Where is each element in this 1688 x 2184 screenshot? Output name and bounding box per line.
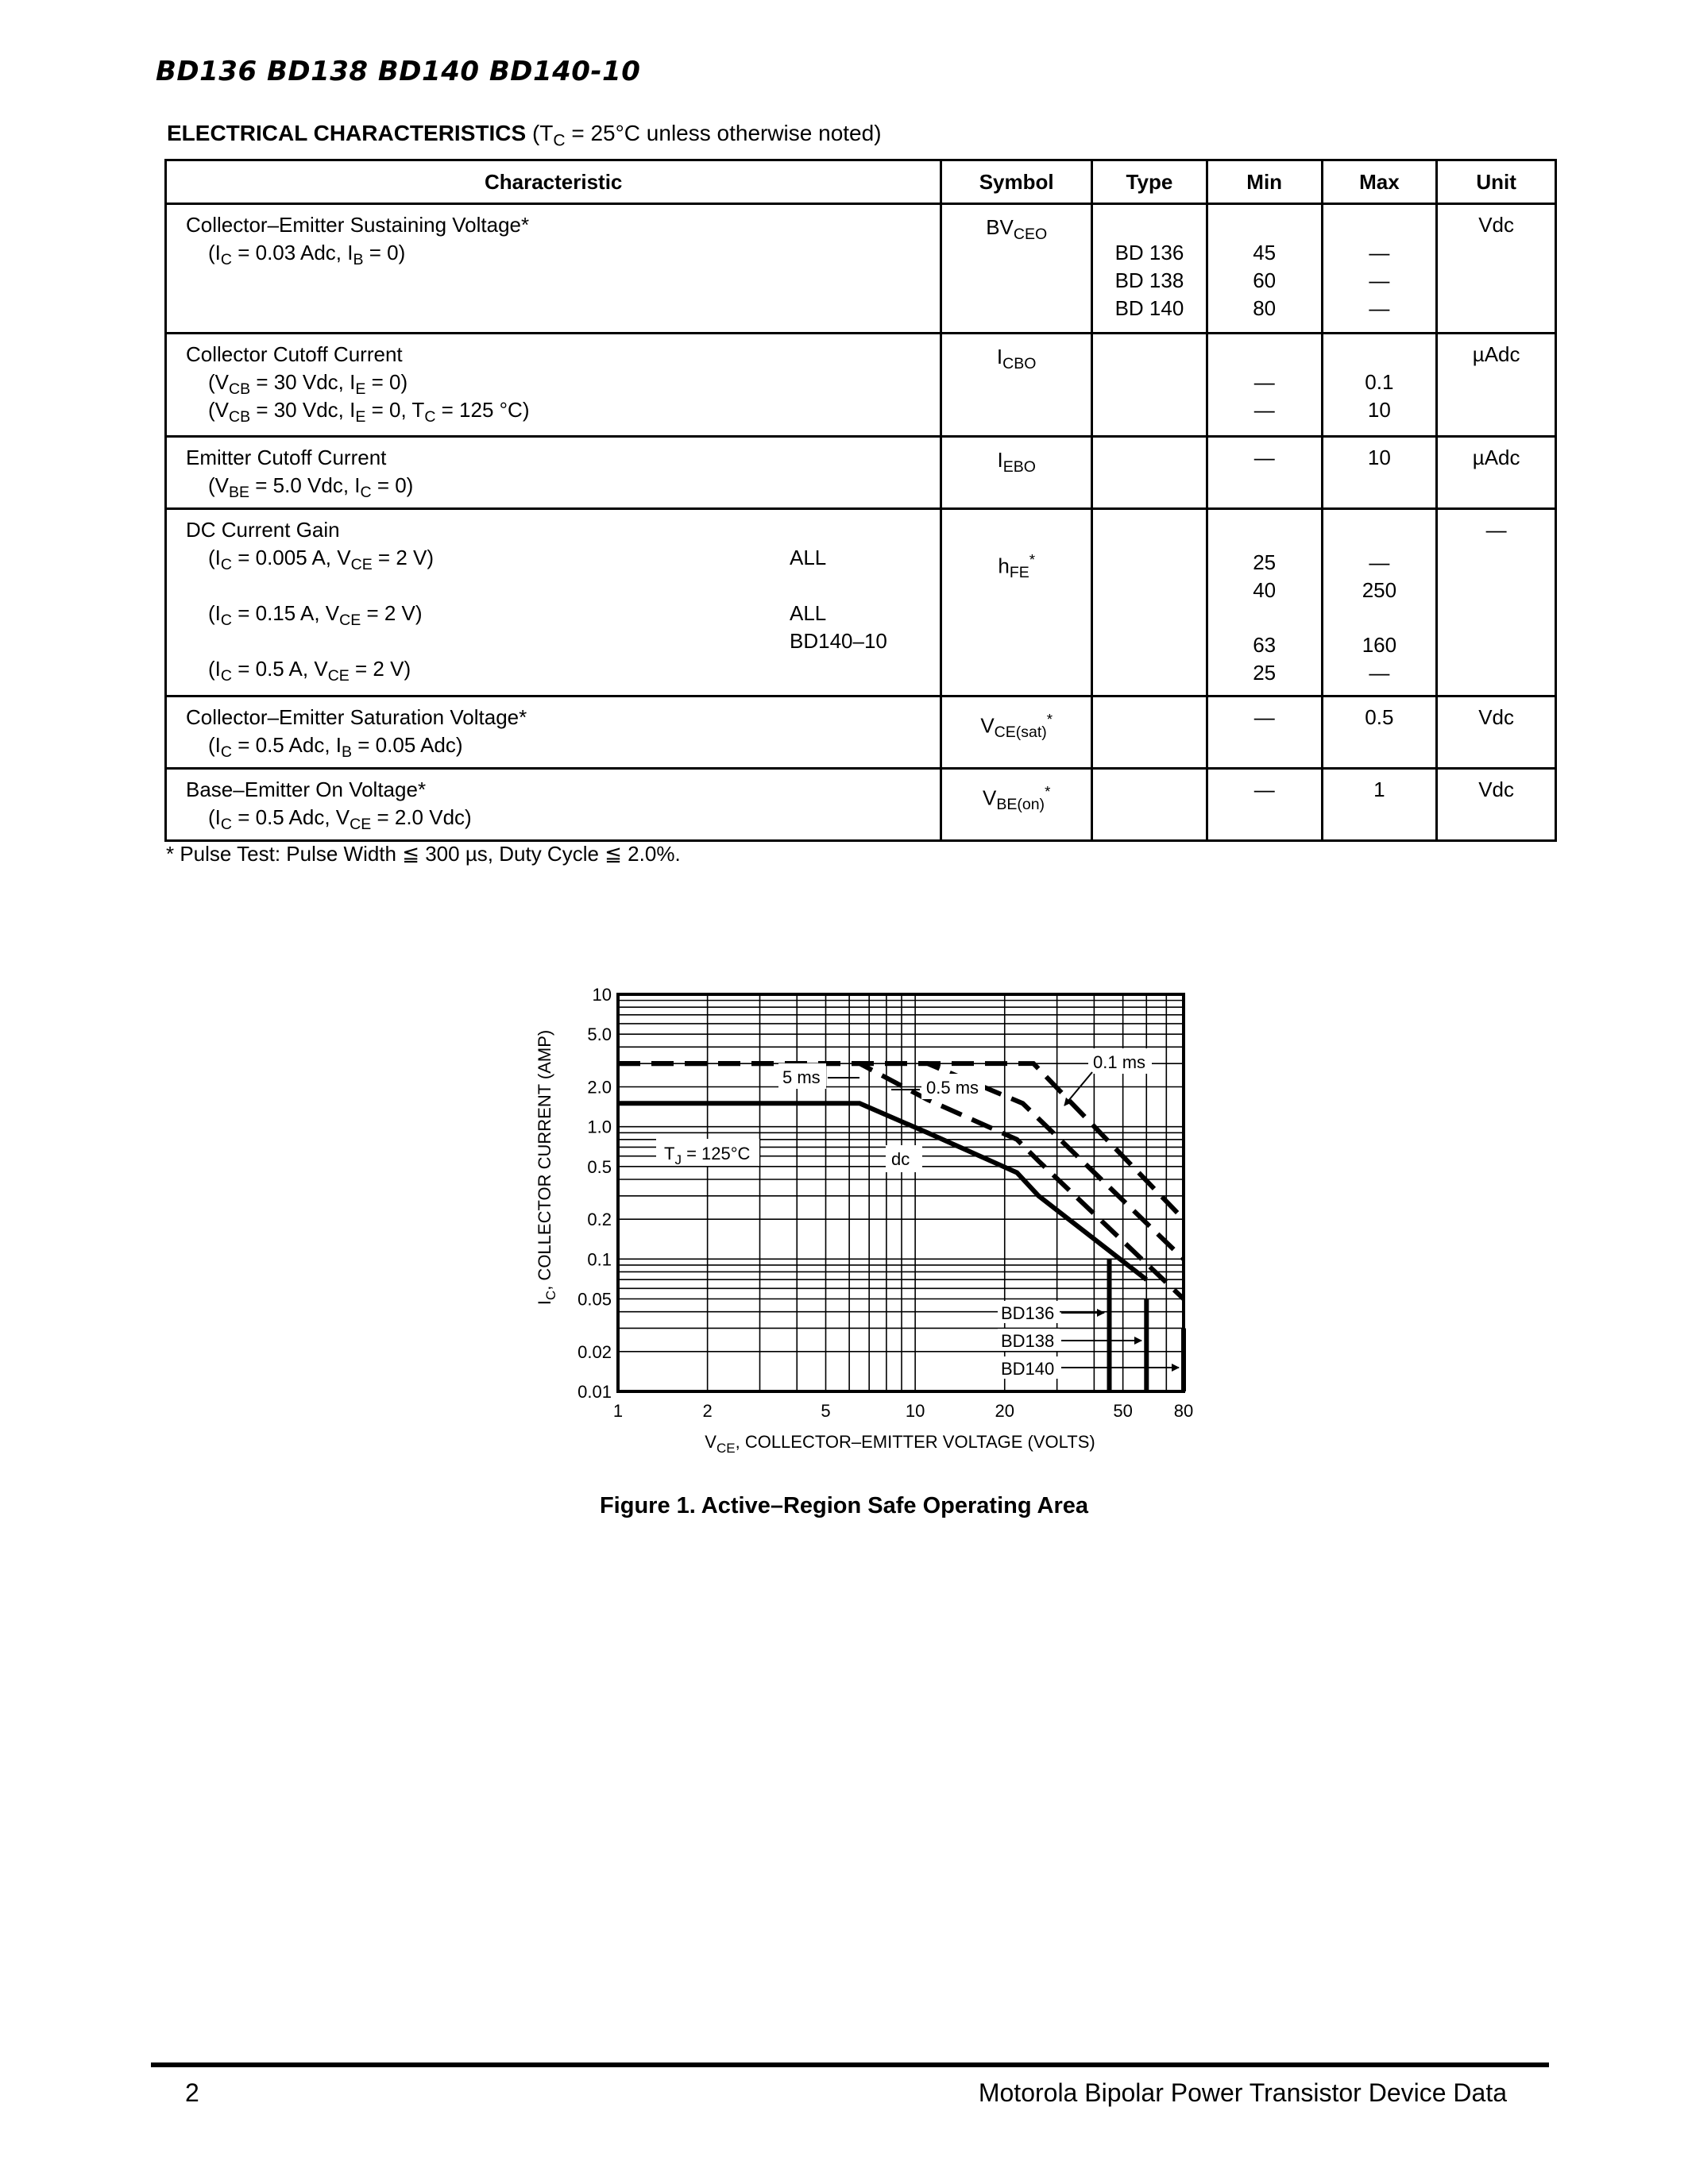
col-header-min: Min [1207,160,1322,204]
x-tick-label: 1 [612,1401,624,1421]
section-heading: ELECTRICAL CHARACTERISTICS [167,121,527,145]
bd138-label: BD138 [1001,1331,1055,1351]
ms01-arrow [1064,1072,1092,1106]
col-header-symbol: Symbol [941,160,1092,204]
y-tick-label: 10 [592,985,612,1005]
min-cell: — [1207,769,1322,841]
symbol-cell: $h_{FE}^*$ [941,509,1092,696]
series-5-ms [618,1063,1184,1298]
y-tick-label: 0.01 [577,1382,612,1402]
symbol-cell: $I_{EBO}$ [941,437,1092,509]
max-cell: — — — [1322,204,1437,334]
min-cell: — [1207,437,1322,509]
unit-cell: Vdc [1437,204,1556,334]
x-tick-label: 80 [1173,1401,1194,1421]
max-cell: 10 [1322,437,1437,509]
figure-caption: Figure 1. Active–Region Safe Operating Area [599,1493,1089,1518]
symbol-cell: $V_{BE(on)}^*$ [941,769,1092,841]
symbol-cell: $BV_{CEO}$ [941,204,1092,334]
section-condition: ($T_C = 25^\circ C$ unless otherwise noted) [531,121,882,150]
max-cell: 0.5 [1322,696,1437,769]
min-cell: 25 40 63 25 [1207,509,1322,696]
characteristic-cell: DC Current Gain ($I_C = 0.005$ A, $V_{CE} = 2$ V) ALL ($I_C = 0.15$ A, $V_{CE} = 2$ V) ALL BD140–10 ($I_C = 0.5$ A, $V_{CE} = 2$ V) [166,509,941,696]
page-number: 2 [185,2078,199,2107]
characteristic-cell: Collector Cutoff Current ($V_{CB} = 30$ Vdc, $I_E = 0$) ($V_{CB} = 30$ Vdc, $I_E = 0$, $T_C = 125$ °C) [166,334,941,437]
y-tick-label: 5.0 [587,1024,612,1045]
type-cell: BD 136 BD 138 BD 140 [1092,204,1207,334]
bd136-label: BD136 [1001,1303,1055,1323]
unit-cell: — [1437,509,1556,696]
y-tick-label: 0.02 [577,1341,612,1362]
min-cell: — — [1207,334,1322,437]
unit-cell: µAdc [1437,334,1556,437]
x-tick-label: 50 [1113,1401,1133,1421]
symbol-cell: $I_{CBO}$ [941,334,1092,437]
min-cell: 45 60 80 [1207,204,1322,334]
unit-cell: µAdc [1437,437,1556,509]
col-header-unit: Unit [1437,160,1556,204]
y-tick-label: 0.05 [577,1289,612,1310]
chart-series [618,1063,1184,1391]
ms01-label: 0.1 ms [1093,1052,1146,1072]
unit-cell: Vdc [1437,769,1556,841]
max-cell: 0.1 10 [1322,334,1437,437]
page-title: BD136 BD138 BD140 BD140-10 [156,56,641,87]
ms05-label: 0.5 ms [926,1078,979,1098]
bd140-label: BD140 [1001,1359,1055,1379]
y-axis-title: $I_C$, COLLECTOR CURRENT (AMP) [535,1029,558,1306]
tj-label: $T_J = 125^\circ C$ [664,1144,751,1167]
characteristic-cell: Emitter Cutoff Current ($V_{BE} = 5.0$ Vdc, $I_C = 0$) [166,437,941,509]
y-tick-label: 0.1 [587,1249,612,1270]
col-header-type: Type [1092,160,1207,204]
col-header-characteristic: Characteristic [166,160,941,204]
y-tick-label: 2.0 [587,1077,612,1098]
dc-label: dc [891,1149,910,1169]
ms5-label: 5 ms [782,1067,821,1087]
footer-rule [151,2062,1549,2067]
max-cell: 1 [1322,769,1437,841]
characteristic-cell: Collector–Emitter Sustaining Voltage* ($I_C = 0.03$ Adc, $I_B = 0$) [166,204,941,334]
symbol-cell: $V_{CE(sat)}^*$ [941,696,1092,769]
publication-name: Motorola Bipolar Power Transistor Device Data [978,2078,1507,2107]
y-tick-label: 0.2 [587,1210,612,1230]
unit-cell: Vdc [1437,696,1556,769]
table-footnote: * Pulse Test: Pulse Width ≦ 300 µs, Duty Cycle ≦ 2.0%. [166,842,681,866]
min-cell: — [1207,696,1322,769]
characteristic-cell: Base–Emitter On Voltage* ($I_C = 0.5$ Adc, $V_{CE} = 2.0$ Vdc) [166,769,941,841]
max-cell: — 250 160 — [1322,509,1437,696]
characteristic-cell: Collector–Emitter Saturation Voltage* ($I_C = 0.5$ Adc, $I_B = 0.05$ Adc) [166,696,941,769]
col-header-max: Max [1322,160,1437,204]
x-tick-label: 20 [995,1401,1014,1421]
x-axis-title: $V_{CE}$, COLLECTOR–EMITTER VOLTAGE (VOLTS) [705,1432,1095,1456]
y-tick-label: 0.5 [587,1156,612,1177]
x-tick-label: 10 [905,1401,925,1421]
x-tick-label: 2 [702,1401,713,1421]
x-tick-label: 5 [821,1401,831,1421]
y-tick-label: 1.0 [587,1117,612,1137]
